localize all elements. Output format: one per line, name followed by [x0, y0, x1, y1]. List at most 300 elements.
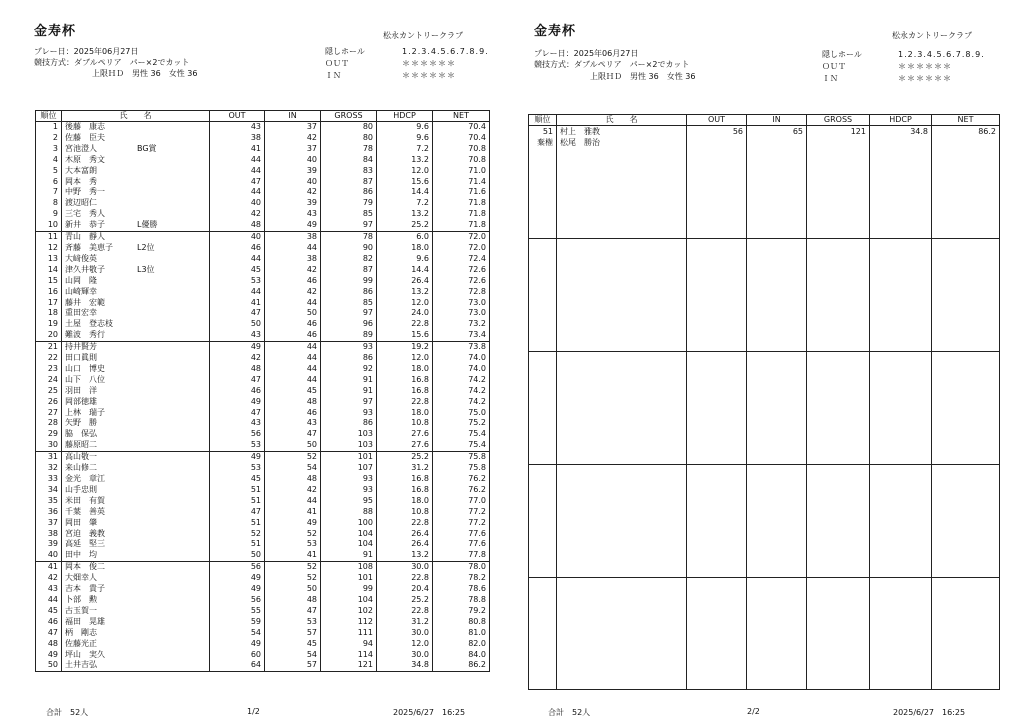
col-net: NET — [932, 115, 1000, 126]
hdcp-cell — [870, 441, 932, 452]
rank-cell — [529, 565, 557, 577]
out-cell — [687, 441, 747, 452]
rank-cell: 15 — [36, 276, 62, 287]
name-cell — [62, 463, 210, 474]
rank-cell: 37 — [36, 518, 62, 529]
out-cell: 64 — [210, 660, 265, 671]
rank-cell: 30 — [36, 440, 62, 451]
rank-cell: 27 — [36, 408, 62, 419]
name-cell — [557, 284, 687, 295]
hdcp-cell: 16.8 — [377, 474, 433, 485]
gross-cell — [807, 328, 870, 339]
name-cell — [62, 122, 210, 133]
name-cell — [62, 440, 210, 451]
hdcp-cell: 25.2 — [377, 452, 433, 463]
player-name: 大畑幸人 — [65, 573, 97, 583]
name-cell — [62, 397, 210, 408]
col-rank: 順位 — [529, 115, 557, 126]
rank-cell — [529, 487, 557, 498]
out-cell — [687, 521, 747, 532]
name-cell — [62, 518, 210, 529]
award-note: L3位 — [137, 264, 155, 274]
table-row — [36, 177, 490, 188]
out-cell — [687, 306, 747, 317]
net-cell — [932, 645, 1000, 656]
net-cell — [932, 622, 1000, 633]
hdcp-cell: 12.0 — [377, 298, 433, 309]
player-name: 岡本 秀 — [65, 176, 97, 186]
in-cell — [747, 351, 807, 363]
name-cell — [557, 204, 687, 215]
hdcp-cell — [870, 678, 932, 690]
out-cell — [687, 171, 747, 182]
hdcp-cell — [870, 408, 932, 419]
hdcp-cell: 25.2 — [377, 595, 433, 606]
in-cell: 48 — [265, 474, 321, 485]
out-cell: 47 — [210, 408, 265, 419]
name-cell — [62, 573, 210, 584]
out-cell: 47 — [210, 308, 265, 319]
in-cell: 57 — [265, 628, 321, 639]
in-cell — [747, 182, 807, 193]
net-cell — [932, 509, 1000, 520]
rank-cell — [529, 645, 557, 656]
rank-cell: 26 — [36, 397, 62, 408]
gross-cell — [807, 430, 870, 441]
gross-cell: 90 — [321, 243, 377, 254]
player-name: 新井 恭子 — [65, 220, 105, 230]
table-row — [529, 430, 1000, 441]
rank-cell — [529, 317, 557, 328]
out-cell — [687, 374, 747, 385]
rank-cell — [529, 385, 557, 396]
hdcp-cell — [870, 227, 932, 239]
col-hdcp: HDCP — [870, 115, 932, 126]
out-cell: 54 — [210, 628, 265, 639]
in-cell — [747, 589, 807, 600]
name-cell — [557, 678, 687, 690]
hdcp-cell: 31.2 — [377, 617, 433, 628]
player-name: 坪山 実久 — [65, 649, 105, 659]
hdcp-cell: 12.0 — [377, 353, 433, 364]
net-cell — [932, 204, 1000, 215]
player-name: 津久井敬子 — [65, 264, 105, 274]
rank-cell — [529, 160, 557, 171]
out-cell: 46 — [210, 243, 265, 254]
gross-cell: 86 — [321, 287, 377, 298]
gross-cell — [807, 589, 870, 600]
net-cell — [932, 589, 1000, 600]
in-cell: 37 — [265, 144, 321, 155]
competition-method: 競技方式：ダブルペリア パー×2でカット — [34, 58, 190, 67]
table-row — [36, 155, 490, 166]
gross-cell — [807, 554, 870, 565]
table-row — [36, 220, 490, 231]
net-cell — [932, 408, 1000, 419]
net-cell: 72.4 — [433, 254, 490, 265]
hdcp-cell — [870, 532, 932, 543]
net-cell: 73.4 — [433, 330, 490, 341]
gross-cell: 100 — [321, 518, 377, 529]
out-cell — [687, 160, 747, 171]
net-cell: 86.2 — [932, 126, 1000, 138]
gross-cell — [807, 532, 870, 543]
rank-cell — [529, 204, 557, 215]
rank-cell — [529, 589, 557, 600]
gross-cell: 93 — [321, 408, 377, 419]
table-row — [529, 261, 1000, 272]
gross-cell: 87 — [321, 177, 377, 188]
table-row — [529, 193, 1000, 204]
out-cell — [687, 611, 747, 622]
net-cell — [932, 487, 1000, 498]
name-cell — [62, 133, 210, 144]
net-cell: 86.2 — [433, 660, 490, 671]
rank-cell — [529, 678, 557, 690]
in-cell — [747, 216, 807, 227]
name-cell — [557, 543, 687, 554]
rank-cell: 45 — [36, 606, 62, 617]
table-row — [529, 633, 1000, 644]
out-cell — [687, 487, 747, 498]
in-cell: 42 — [265, 485, 321, 496]
net-cell — [932, 238, 1000, 250]
gross-cell — [807, 238, 870, 250]
net-cell: 77.6 — [433, 539, 490, 550]
in-cell — [747, 543, 807, 554]
table-row — [529, 645, 1000, 656]
player-name: 山下 八位 — [65, 374, 105, 384]
out-cell: 46 — [210, 386, 265, 397]
in-cell — [747, 148, 807, 159]
table-row — [529, 385, 1000, 396]
table-row — [529, 441, 1000, 452]
name-cell — [62, 308, 210, 319]
rank-cell: 48 — [36, 639, 62, 650]
in-cell — [747, 227, 807, 239]
table-row — [529, 351, 1000, 363]
table-row — [529, 589, 1000, 600]
hdcp-cell: 18.0 — [377, 496, 433, 507]
rank-cell: 43 — [36, 584, 62, 595]
net-cell — [932, 577, 1000, 589]
player-name: 山手忠則 — [65, 484, 97, 494]
name-cell — [557, 160, 687, 171]
in-cell — [747, 419, 807, 430]
in-cell: 45 — [265, 386, 321, 397]
table-row — [36, 562, 490, 573]
player-name: 田中 均 — [65, 550, 97, 560]
rank-cell — [529, 250, 557, 261]
out-cell: 45 — [210, 265, 265, 276]
gross-cell: 84 — [321, 155, 377, 166]
hdcp-cell — [870, 182, 932, 193]
net-cell: 72.6 — [433, 265, 490, 276]
name-cell — [62, 364, 210, 375]
hdcp-cell: 10.8 — [377, 507, 433, 518]
table-row — [529, 532, 1000, 543]
in-cell — [747, 622, 807, 633]
in-cell: 57 — [265, 660, 321, 671]
in-cell — [747, 193, 807, 204]
player-name: 岡部徳雄 — [65, 396, 97, 406]
gross-cell: 112 — [321, 617, 377, 628]
out-cell — [687, 340, 747, 352]
player-name: 高延 堅三 — [65, 539, 105, 549]
table-row — [36, 595, 490, 606]
hdcp-cell — [870, 498, 932, 509]
out-cell — [687, 137, 747, 148]
gross-cell — [807, 182, 870, 193]
name-cell — [62, 166, 210, 177]
net-cell: 82.0 — [433, 639, 490, 650]
name-cell — [62, 298, 210, 309]
player-name: 藤井 宏範 — [65, 297, 105, 307]
table-row — [529, 397, 1000, 408]
out-cell: 55 — [210, 606, 265, 617]
net-cell: 77.0 — [433, 496, 490, 507]
hdcp-cell — [870, 160, 932, 171]
rank-cell: 46 — [36, 617, 62, 628]
in-cell: 42 — [265, 133, 321, 144]
name-cell — [557, 272, 687, 283]
in-cell — [747, 509, 807, 520]
in-cell — [747, 565, 807, 577]
table-row — [529, 126, 1000, 138]
in-cell — [747, 554, 807, 565]
handicap-limit: 上限ＨＤ 男性 36 女性 36 — [92, 69, 198, 78]
table-row — [529, 622, 1000, 633]
in-cell: 44 — [265, 496, 321, 507]
player-name: 土井吉弘 — [65, 660, 97, 670]
out-cell — [687, 385, 747, 396]
name-cell — [62, 353, 210, 364]
out-cell: 44 — [210, 166, 265, 177]
rank-cell — [529, 430, 557, 441]
gross-cell: 91 — [321, 386, 377, 397]
footer-total: 合計 52人 — [46, 708, 89, 717]
out-cell: 51 — [210, 485, 265, 496]
net-cell — [932, 284, 1000, 295]
name-cell — [557, 498, 687, 509]
in-cell — [747, 340, 807, 352]
name-cell — [62, 276, 210, 287]
name-cell — [62, 550, 210, 561]
gross-cell — [807, 543, 870, 554]
net-cell: 70.8 — [433, 155, 490, 166]
out-cell: 44 — [210, 155, 265, 166]
hdcp-cell — [870, 295, 932, 306]
gross-cell: 82 — [321, 254, 377, 265]
hdcp-cell — [870, 216, 932, 227]
hdcp-cell: 16.8 — [377, 485, 433, 496]
hdcp-cell: 27.6 — [377, 440, 433, 451]
in-cell: 46 — [265, 408, 321, 419]
table-row — [36, 452, 490, 463]
out-value: ＊＊＊＊＊＊ — [402, 59, 456, 68]
out-cell: 49 — [210, 397, 265, 408]
name-cell — [62, 408, 210, 419]
net-cell — [932, 543, 1000, 554]
gross-cell — [807, 397, 870, 408]
rank-cell — [529, 397, 557, 408]
gross-cell — [807, 565, 870, 577]
net-cell — [932, 554, 1000, 565]
gross-cell — [807, 521, 870, 532]
gross-cell: 97 — [321, 397, 377, 408]
gross-cell: 88 — [321, 507, 377, 518]
in-cell — [747, 363, 807, 374]
name-cell — [557, 577, 687, 589]
hdcp-cell — [870, 238, 932, 250]
hdcp-cell — [870, 171, 932, 182]
out-cell — [687, 204, 747, 215]
in-value: ＊＊＊＊＊＊ — [402, 71, 456, 80]
gross-cell — [807, 160, 870, 171]
table-row — [529, 204, 1000, 215]
table-row — [529, 464, 1000, 476]
gross-cell — [807, 250, 870, 261]
gross-cell — [807, 171, 870, 182]
name-cell — [557, 487, 687, 498]
table-row — [529, 306, 1000, 317]
table-row — [529, 171, 1000, 182]
rank-cell: 51 — [529, 126, 557, 138]
out-cell: 47 — [210, 177, 265, 188]
name-cell — [62, 584, 210, 595]
net-cell — [932, 498, 1000, 509]
in-cell: 44 — [265, 364, 321, 375]
player-name: 木原 秀文 — [65, 154, 105, 164]
in-cell: 46 — [265, 276, 321, 287]
gross-cell — [807, 306, 870, 317]
gross-cell: 104 — [321, 539, 377, 550]
in-cell: 42 — [265, 265, 321, 276]
net-cell — [932, 600, 1000, 611]
hdcp-cell: 22.8 — [377, 518, 433, 529]
out-cell — [687, 498, 747, 509]
name-cell — [62, 198, 210, 209]
gross-cell: 104 — [321, 529, 377, 540]
rank-cell: 8 — [36, 198, 62, 209]
out-cell — [687, 238, 747, 250]
hdcp-cell — [870, 565, 932, 577]
table-row — [529, 284, 1000, 295]
in-cell: 37 — [265, 122, 321, 133]
name-cell — [557, 554, 687, 565]
in-cell: 49 — [265, 220, 321, 231]
in-cell — [747, 498, 807, 509]
name-cell — [557, 509, 687, 520]
out-cell: 45 — [210, 474, 265, 485]
play-date: プレー日：2025年06月27日 — [34, 47, 139, 56]
table-row — [36, 496, 490, 507]
hdcp-cell: 13.2 — [377, 550, 433, 561]
player-name: 三宅 秀人 — [65, 209, 105, 219]
hdcp-cell — [870, 667, 932, 678]
name-cell — [557, 611, 687, 622]
table-row — [529, 340, 1000, 352]
hdcp-cell — [870, 317, 932, 328]
gross-cell: 92 — [321, 364, 377, 375]
hdcp-cell: 34.8 — [870, 126, 932, 138]
net-cell — [932, 340, 1000, 352]
table-row — [529, 509, 1000, 520]
rank-cell: 13 — [36, 254, 62, 265]
hdcp-cell: 13.2 — [377, 209, 433, 220]
hdcp-cell: 18.0 — [377, 408, 433, 419]
hdcp-cell — [870, 521, 932, 532]
name-cell — [557, 521, 687, 532]
name-cell — [62, 319, 210, 330]
out-cell: 51 — [210, 518, 265, 529]
table-row — [529, 238, 1000, 250]
net-cell: 78.2 — [433, 573, 490, 584]
table-row — [36, 550, 490, 561]
table-row — [529, 678, 1000, 690]
competition-title: 金寿杯 — [34, 24, 77, 39]
net-cell — [932, 148, 1000, 159]
in-cell: 40 — [265, 177, 321, 188]
net-cell — [932, 633, 1000, 644]
rank-cell: 5 — [36, 166, 62, 177]
player-name: 古玉賀一 — [65, 605, 97, 615]
table-row — [36, 276, 490, 287]
out-cell — [687, 227, 747, 239]
table-row — [36, 144, 490, 155]
hdcp-cell — [870, 600, 932, 611]
net-cell — [932, 532, 1000, 543]
gross-cell: 86 — [321, 187, 377, 198]
name-cell — [62, 562, 210, 573]
hdcp-cell: 19.2 — [377, 342, 433, 353]
table-row — [36, 639, 490, 650]
out-cell: 53 — [210, 440, 265, 451]
table-row — [529, 543, 1000, 554]
name-cell — [62, 187, 210, 198]
rank-cell — [529, 261, 557, 272]
out-cell: 60 — [210, 650, 265, 661]
out-cell: 41 — [210, 298, 265, 309]
gross-cell: 111 — [321, 628, 377, 639]
table-row — [529, 250, 1000, 261]
gross-cell: 104 — [321, 595, 377, 606]
rank-cell: 14 — [36, 265, 62, 276]
rank-cell — [529, 498, 557, 509]
player-name: 矢野 勝 — [65, 418, 97, 428]
rank-cell: 35 — [36, 496, 62, 507]
name-cell — [557, 645, 687, 656]
out-cell: 52 — [210, 529, 265, 540]
net-cell: 71.6 — [433, 187, 490, 198]
hdcp-cell — [870, 589, 932, 600]
rank-cell: 18 — [36, 308, 62, 319]
rank-cell: 47 — [36, 628, 62, 639]
name-cell — [62, 660, 210, 671]
gross-cell: 87 — [321, 265, 377, 276]
table-row — [36, 606, 490, 617]
col-name: 氏 名 — [557, 115, 687, 126]
gross-cell — [807, 611, 870, 622]
in-cell: 41 — [265, 550, 321, 561]
net-cell — [932, 216, 1000, 227]
name-cell — [62, 209, 210, 220]
hdcp-cell: 14.4 — [377, 265, 433, 276]
rank-cell: 17 — [36, 298, 62, 309]
name-cell — [62, 429, 210, 440]
table-row — [36, 507, 490, 518]
award-note: L優勝 — [137, 220, 158, 230]
